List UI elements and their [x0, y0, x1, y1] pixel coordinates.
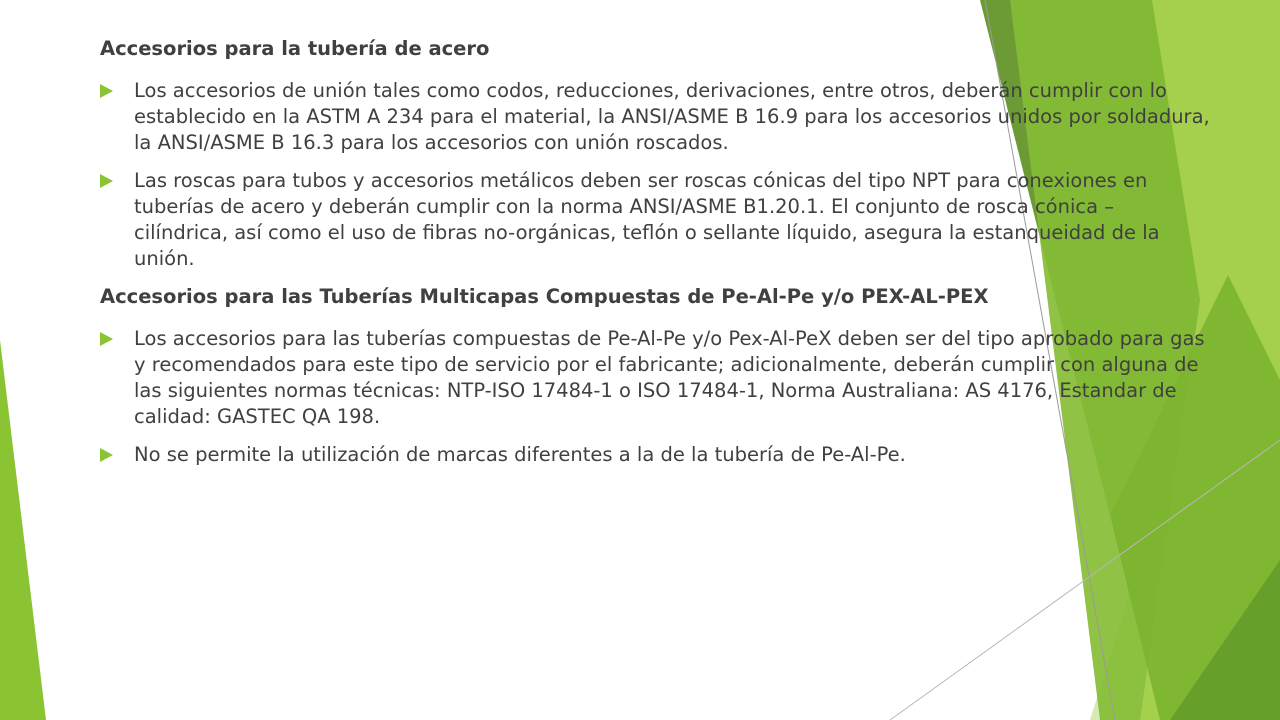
left-green-wedge: [0, 340, 46, 720]
triangle-bullet-icon: [100, 448, 113, 462]
bullet-text: Las roscas para tubos y accesorios metálicos deben ser roscas cónicas del tipo NPT para conexiones en tuberías de acero y deberán cumplir con la norma ANSI/ASME B1.20.1. El conjunto de rosca cónica – cilíndrica, así como el uso de fibras no-orgánicas, teflón o sellante líquido, asegura la estanqueidad de la unión.: [134, 169, 1160, 270]
bullet-text: Los accesorios para las tuberías compuestas de Pe-Al-Pe y/o Pex-Al-PeX deben ser del tipo aprobado para gas y recomendados para este tipo de servicio por el fabricante; adicionalmente, deberán cumplir con alguna de las siguientes normas técnicas: NTP-ISO 17484-1 o ISO 17484-1, Norma Australiana: AS 4176, Estandar de calidad: GASTEC QA 198.: [134, 327, 1205, 428]
bullet-list-multilayer: [100, 326, 1210, 468]
bullet-list-steel: [100, 78, 1210, 272]
bullet-item: [100, 168, 1210, 272]
triangle-bullet-icon: [100, 174, 113, 188]
bullet-item: [100, 78, 1210, 156]
section-heading-steel: Accesorios para la tubería de acero: [100, 37, 490, 60]
slide-content: [100, 36, 1210, 480]
triangle-bullet-icon: [100, 84, 113, 98]
bullet-text: Los accesorios de unión tales como codos, reducciones, derivaciones, entre otros, deberán cumplir con lo establecido en la ASTM A 234 para el material, la ANSI/ASME B 16.9 para los accesorios unidos por soldadura, la ANSI/ASME B 16.3 para los accesorios con unión roscados.: [134, 79, 1210, 154]
bullet-text: No se permite la utilización de marcas diferentes a la de la tubería de Pe-Al-Pe.: [134, 443, 906, 466]
triangle-bullet-icon: [100, 332, 113, 346]
bullet-item: [100, 442, 1210, 468]
bullet-item: [100, 326, 1210, 430]
section-heading-multilayer: Accesorios para las Tuberías Multicapas Compuestas de Pe-Al-Pe y/o PEX-AL-PEX: [100, 285, 989, 308]
